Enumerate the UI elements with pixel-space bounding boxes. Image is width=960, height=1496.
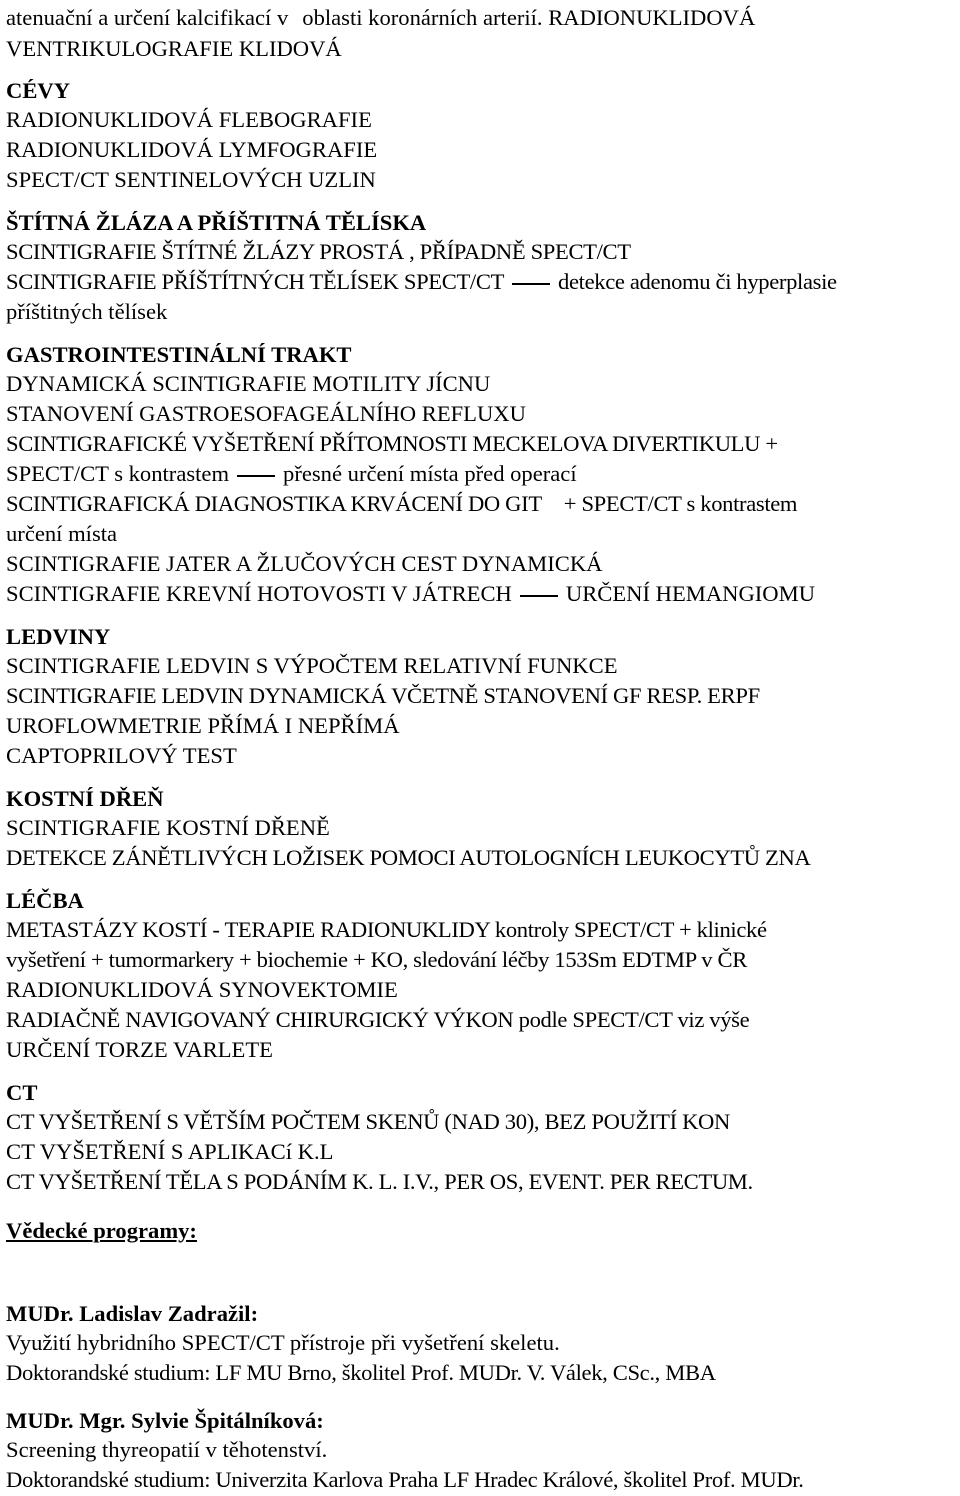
program-topic: Screening thyreopatií v těhotenství.: [6, 1437, 328, 1462]
list-item: UROFLOWMETRIE PŘÍMÁ I NEPŘÍMÁ: [6, 713, 400, 738]
list-item: [6, 268, 837, 296]
list-item: SPECT/CT SENTINELOVÝCH UZLIN: [6, 167, 376, 192]
list-item: SCINTIGRAFIE KOSTNÍ DŘENĚ: [6, 815, 330, 840]
section-heading-stitna-zlaza: ŠTÍTNÁ ŽLÁZA A PŘÍŠTITNÁ TĚLÍSKA: [6, 210, 427, 235]
program-topic: Využití hybridního SPECT/CT přístroje při vyšetření skeletu.: [6, 1330, 560, 1355]
intro-line-1-part-2: oblasti koronárních arterií. RADIONUKLIDOVÁ: [302, 5, 756, 30]
list-item: CT VYŠETŘENÍ TĚLA S PODÁNÍM K. L. I.V., PER OS, EVENT. PER RECTUM.: [6, 1169, 753, 1194]
program-author-name: MUDr. Ladislav Zadražil:: [6, 1301, 259, 1326]
list-item: [6, 580, 815, 608]
section-heading-cevy: CÉVY: [6, 78, 71, 103]
list-item: [6, 490, 797, 518]
list-item-continuation: určení místa: [6, 521, 118, 546]
dash-separator: [237, 475, 275, 477]
list-item-continuation: příštitných tělísek: [6, 299, 168, 324]
list-item: DETEKCE ZÁNĚTLIVÝCH LOŽISEK POMOCI AUTOLOGNÍCH LEUKOCYTŮ ZNA: [6, 845, 811, 870]
intro-line-1-part-1: atenuační a určení kalcifikací v: [6, 5, 289, 30]
list-item-part-1: SCINTIGRAFIE PŘÍŠTÍTNÝCH TĚLÍSEK SPECT/CT: [6, 269, 505, 294]
list-item: METASTÁZY KOSTÍ - TERAPIE RADIONUKLIDY kontroly SPECT/CT + klinické: [6, 917, 767, 942]
programs-heading: Vědecké programy:: [6, 1218, 197, 1243]
list-item: [6, 460, 577, 488]
intro-line-2: VENTRIKULOGRAFIE KLIDOVÁ: [6, 36, 342, 61]
list-item: SCINTIGRAFIE ŠTÍTNÉ ŽLÁZY PROSTÁ , PŘÍPADNĚ SPECT/CT: [6, 239, 631, 264]
list-item: CT VYŠETŘENÍ S VĚTŠÍM POČTEM SKENŮ (NAD 30), BEZ POUŽITÍ KON: [6, 1109, 730, 1134]
list-item: CT VYŠETŘENÍ S APLIKACí K.L: [6, 1139, 334, 1164]
list-item-part-2: URČENÍ HEMANGIOMU: [565, 581, 816, 606]
list-item: RADIONUKLIDOVÁ SYNOVEKTOMIE: [6, 977, 398, 1002]
section-heading-ledviny: LEDVINY: [6, 624, 111, 649]
list-item: SCINTIGRAFIE LEDVIN S VÝPOČTEM RELATIVNÍ FUNKCE: [6, 653, 618, 678]
section-heading-kostni-dren: KOSTNÍ DŘEŇ: [6, 786, 164, 811]
dash-separator: [520, 595, 558, 597]
list-item-part-1: SPECT/CT s kontrastem: [6, 461, 230, 486]
section-heading-git: GASTROINTESTINÁLNÍ TRAKT: [6, 342, 352, 367]
list-item: RADIONUKLIDOVÁ FLEBOGRAFIE: [6, 107, 372, 132]
list-item: STANOVENÍ GASTROESOFAGEÁLNÍHO REFLUXU: [6, 401, 526, 426]
program-study: Doktorandské studium: Univerzita Karlova Praha LF Hradec Králové, školitel Prof. MUDr.: [6, 1467, 804, 1492]
list-item: SCINTIGRAFIE LEDVIN DYNAMICKÁ VČETNĚ STANOVENÍ GF RESP. ERPF: [6, 683, 760, 708]
list-item-part-2: přesné určení místa před operací: [283, 461, 577, 486]
dash-separator: [512, 283, 550, 285]
list-item: CAPTOPRILOVÝ TEST: [6, 743, 237, 768]
list-item: DYNAMICKÁ SCINTIGRAFIE MOTILITY JÍCNU: [6, 371, 491, 396]
list-item: vyšetření + tumormarkery + biochemie + KO, sledování léčby 153Sm EDTMP v ČR: [6, 947, 747, 972]
list-item: URČENÍ TORZE VARLETE: [6, 1037, 273, 1062]
intro-line-1: [6, 4, 755, 32]
list-item-part-1: SCINTIGRAFICKÁ DIAGNOSTIKA KRVÁCENÍ DO GIT: [6, 491, 542, 516]
list-item-part-2: detekce adenomu či hyperplasie: [558, 269, 837, 294]
section-heading-ct: CT: [6, 1080, 38, 1105]
program-study: Doktorandské studium: LF MU Brno, školitel Prof. MUDr. V. Válek, CSc., MBA: [6, 1360, 716, 1385]
program-author-name: MUDr. Mgr. Sylvie Špitálníková:: [6, 1408, 324, 1433]
list-item: SCINTIGRAFICKÉ VYŠETŘENÍ PŘÍTOMNOSTI MECKELOVA DIVERTIKULU +: [6, 431, 778, 456]
list-item-part-1: SCINTIGRAFIE KREVNÍ HOTOVOSTI V JÁTRECH: [6, 581, 512, 606]
section-heading-lecba: LÉČBA: [6, 888, 84, 913]
list-item: RADIAČNĚ NAVIGOVANÝ CHIRURGICKÝ VÝKON podle SPECT/CT viz výše: [6, 1007, 750, 1032]
list-item: RADIONUKLIDOVÁ LYMFOGRAFIE: [6, 137, 378, 162]
list-item-part-2: + SPECT/CT s kontrastem: [563, 491, 798, 516]
list-item: SCINTIGRAFIE JATER A ŽLUČOVÝCH CEST DYNAMICKÁ: [6, 551, 603, 576]
